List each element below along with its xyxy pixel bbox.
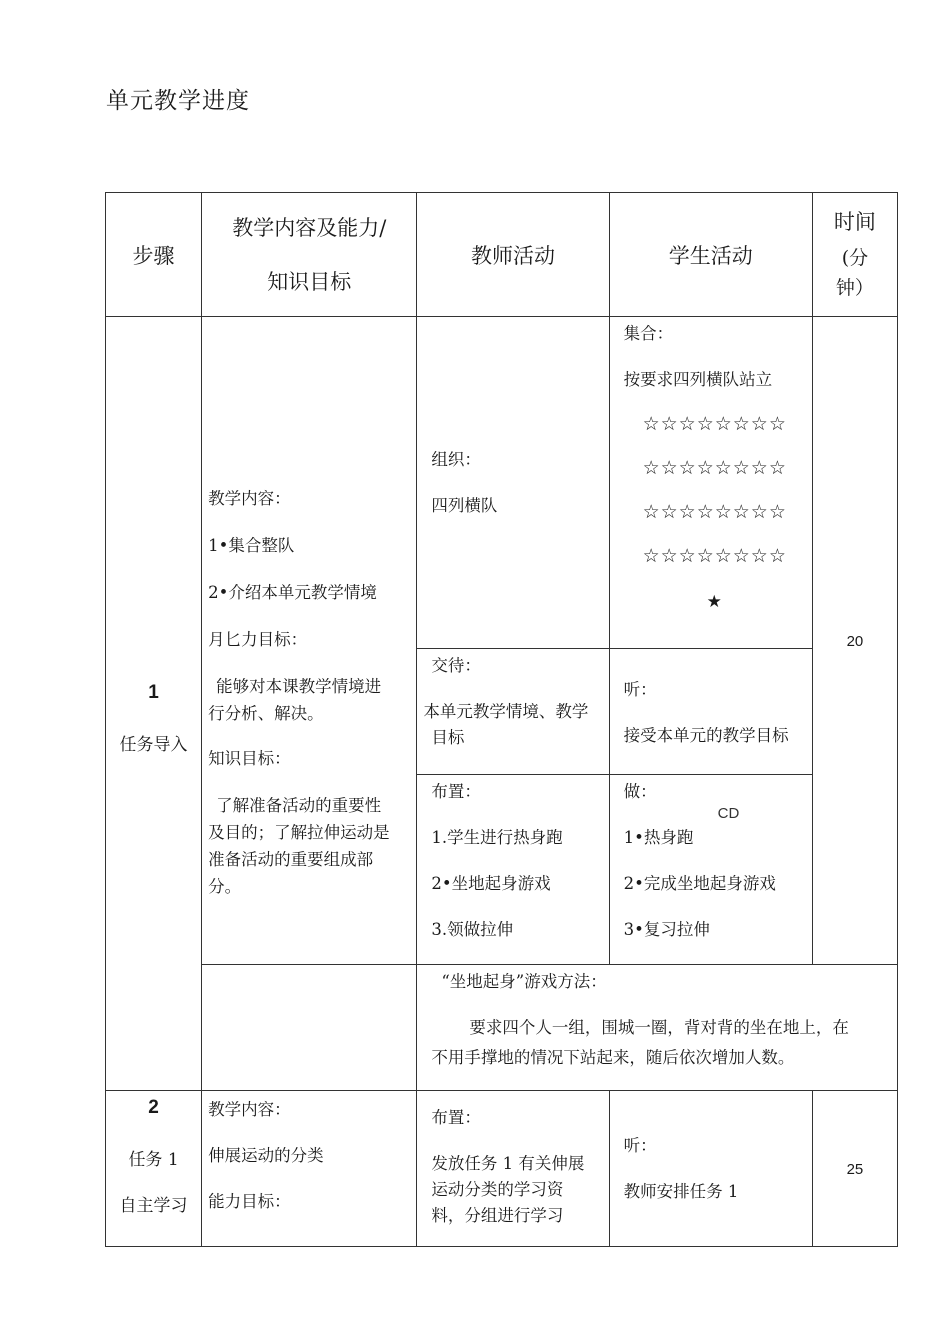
arrange-label: 布置： [431, 782, 481, 801]
step2-teacher-cell [417, 1091, 609, 1247]
do-item3: 3•复习拉伸 [623, 920, 710, 939]
do-item2: 2•完成坐地起身游戏 [623, 874, 776, 893]
table-row [106, 965, 898, 1091]
step1-time-cell [812, 317, 897, 965]
organize-text: 四列横队 [431, 496, 498, 515]
header-time-line1: 时间 [833, 209, 876, 234]
do-label: 做： [623, 782, 657, 801]
explain-text-line1: 本单元教学情境、教学 [423, 702, 589, 721]
knowledge-line1: 了解准备活动的重要性 [216, 796, 382, 815]
header-step: 步骤 [106, 193, 202, 317]
step2-arrange-line3: 料，分组进行学习 [431, 1206, 564, 1225]
table-row [106, 317, 898, 649]
step1-content-cell [202, 317, 417, 965]
do-item1: 1•热身跑 [623, 828, 694, 847]
step2-number: 2 [148, 1097, 159, 1118]
ability-line1: 能够对本课教学情境进 [216, 677, 382, 696]
header-content-line1: 教学内容及能力/ [232, 215, 387, 240]
formation-row2: ☆☆☆☆☆☆☆☆ [642, 457, 787, 479]
page-title: 单元教学进度 [106, 88, 250, 114]
ability-label: 月匕力目标： [208, 630, 308, 649]
header-time-line2: (分 [841, 246, 869, 269]
explain-label: 交待： [431, 656, 481, 675]
step2-name-line1: 任务 1 [128, 1150, 179, 1170]
content-label: 教学内容： [208, 489, 291, 508]
arrange-item1: 1.学生进行热身跑 [431, 828, 563, 847]
step1-number: 1 [148, 681, 159, 703]
student-do-cell [609, 775, 812, 965]
step1-content-empty [202, 965, 417, 1091]
explain-text-line2: 目标 [431, 728, 465, 747]
table-row [106, 1091, 898, 1247]
step2-cell [106, 1091, 202, 1247]
formation-row3: ☆☆☆☆☆☆☆☆ [642, 501, 787, 523]
step2-content-label: 教学内容： [208, 1100, 291, 1119]
student-gather-cell [609, 317, 812, 649]
listen-label: 听： [623, 680, 657, 699]
content-item1: 1•集合整队 [208, 536, 295, 555]
game-text-line2: 不用手撑地的情况下站起来，随后依次增加人数。 [431, 1048, 795, 1067]
listen-text: 接受本单元的教学目标 [623, 726, 789, 745]
step2-content-cell [202, 1091, 417, 1247]
step2-arrange-label: 布置： [431, 1108, 481, 1127]
header-student: 学生活动 [609, 193, 812, 317]
gather-text: 按要求四列横队站立 [623, 370, 773, 389]
formation-row4: ☆☆☆☆☆☆☆☆ [642, 545, 787, 567]
formation-row1: ☆☆☆☆☆☆☆☆ [642, 413, 787, 435]
student-listen-cell [609, 649, 812, 775]
step2-student-cell [609, 1091, 812, 1247]
knowledge-line2: 及目的；了解拉伸运动是 [208, 823, 390, 842]
arrange-item2: 2•坐地起身游戏 [431, 874, 551, 893]
organize-label: 组织： [431, 450, 481, 469]
step1-cell [106, 317, 202, 1091]
ability-line2: 行分析、解决。 [208, 704, 324, 723]
teacher-explain-cell [417, 649, 609, 775]
header-time-line3: 钟） [835, 276, 874, 299]
step1-name: 任务导入 [119, 734, 188, 755]
header-teacher: 教师活动 [417, 193, 609, 317]
arrange-item3: 3.领做拉伸 [431, 920, 514, 939]
knowledge-line3: 准备活动的重要组成部 [208, 850, 374, 869]
table-header-row [106, 193, 898, 317]
game-description-cell [417, 965, 898, 1091]
knowledge-label: 知识目标： [208, 749, 291, 768]
step2-time-cell [812, 1091, 897, 1247]
gather-label: 集合： [623, 324, 674, 343]
step2-content-item1: 伸展运动的分类 [208, 1146, 324, 1165]
content-item2: 2•介绍本单元教学情境 [208, 583, 377, 602]
step2-name-line2: 自主学习 [119, 1196, 188, 1216]
teacher-star-icon: ★ [706, 592, 723, 612]
teacher-arrange-cell [417, 775, 609, 965]
header-time [812, 193, 897, 317]
step1-time: 20 [846, 633, 864, 650]
header-content [202, 193, 417, 317]
step2-time: 25 [846, 1161, 864, 1178]
step2-arrange-line2: 运动分类的学习资 [431, 1180, 564, 1199]
step2-listen-label: 听： [623, 1136, 657, 1155]
teaching-schedule-table [105, 192, 898, 1247]
game-text-line1: 要求四个人一组，围城一圈，背对背的坐在地上，在 [469, 1018, 849, 1037]
teacher-organize-cell [417, 317, 609, 649]
step2-arrange-line1: 发放任务 1 有关伸展 [431, 1154, 585, 1173]
step2-ability-label: 能力目标： [208, 1192, 291, 1211]
header-content-line2: 知识目标 [267, 269, 352, 294]
game-title: “坐地起身”游戏方法： [441, 972, 607, 991]
cd-mark: CD [717, 805, 740, 822]
step2-listen-text: 教师安排任务 1 [623, 1182, 739, 1201]
knowledge-line4: 分。 [208, 877, 242, 896]
